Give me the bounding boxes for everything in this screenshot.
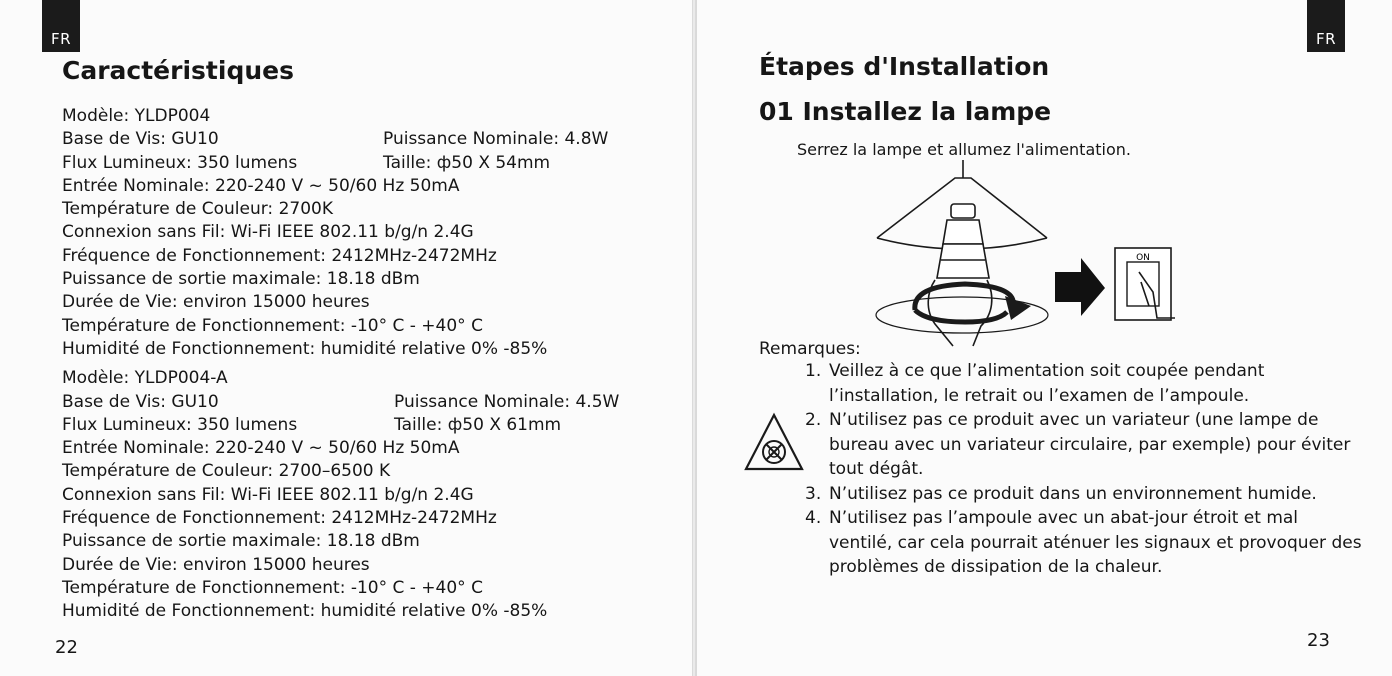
spec-line — [62, 291, 662, 314]
no-dimmer-warning-icon — [743, 412, 805, 474]
spec-line — [62, 484, 662, 507]
spec-text-secondary: Taille: ф50 X 54mm — [383, 152, 551, 173]
spec-line — [62, 315, 662, 338]
remark-item — [805, 506, 1365, 580]
page-title: Étapes d'Installation — [759, 52, 1050, 81]
spec-line — [62, 268, 662, 291]
remark-number: 4. — [805, 508, 822, 528]
lamp-installation-illustration — [857, 160, 1177, 350]
rotation-arrow-icon — [876, 284, 1048, 333]
page-title: Caractéristiques — [62, 56, 294, 85]
spec-text: Fréquence de Fonctionnement: 2412MHz-2472MHz — [62, 508, 497, 529]
spec-line — [62, 367, 662, 390]
spec-line — [62, 577, 662, 600]
specifications-list — [62, 105, 662, 624]
spec-text: Base de Vis: GU10 — [62, 391, 219, 412]
spec-text: Humidité de Fonctionnement: humidité relative 0% -85% — [62, 601, 548, 622]
wall-switch-drawing — [1115, 248, 1175, 320]
spec-line — [62, 460, 662, 483]
spec-text: Flux Lumineux: 350 lumens — [62, 414, 298, 435]
spec-text: Durée de Vie: environ 15000 heures — [62, 554, 370, 575]
spec-text-secondary: Puissance Nominale: 4.8W — [383, 129, 609, 150]
spec-line — [62, 437, 662, 460]
spec-text: Puissance de sortie maximale: 18.18 dBm — [62, 269, 420, 290]
remark-item — [805, 408, 1365, 482]
section-title: 01 Installez la lampe — [759, 97, 1052, 126]
remark-item — [805, 359, 1365, 408]
spec-text: Modèle: YLDP004 — [62, 106, 211, 126]
remark-number: 3. — [805, 483, 822, 504]
spec-line — [62, 221, 662, 244]
spec-text: Puissance de sortie maximale: 18.18 dBm — [62, 531, 420, 552]
spec-text: Humidité de Fonctionnement: humidité relative 0% -85% — [62, 338, 548, 359]
spec-line — [62, 554, 662, 577]
spec-line — [62, 198, 662, 221]
switch-label: ON — [1136, 253, 1150, 263]
spec-line — [62, 338, 662, 361]
spec-line — [62, 128, 662, 151]
remark-item — [805, 482, 1365, 507]
remark-text: N’utilisez pas ce produit dans un environnement humide. — [829, 483, 1317, 504]
spec-line — [62, 414, 662, 437]
spec-text: Température de Fonctionnement: -10° C - +40° C — [62, 315, 483, 336]
page-number: 23 — [1307, 630, 1330, 651]
spec-line — [62, 530, 662, 553]
remark-text: Veillez à ce que l’alimentation soit coupée pendant l’installation, le retrait ou l’examen de l’ampoule. — [829, 361, 1265, 406]
spec-text: Entrée Nominale: 220-240 V ~ 50/60 Hz 50mA — [62, 438, 460, 459]
spec-line — [62, 507, 662, 530]
remark-number: 1. — [805, 361, 822, 381]
spec-line — [62, 391, 662, 414]
next-step-arrow-icon — [1055, 258, 1105, 316]
spec-text: Flux Lumineux: 350 lumens — [62, 152, 298, 173]
remark-text: N’utilisez pas ce produit avec un variateur (une lampe de bureau avec un variateur circulaire, par exemple) pour éviter tout dégât. — [829, 410, 1351, 479]
install-instruction: Serrez la lampe et allumez l'alimentation. — [797, 140, 1131, 159]
spec-line — [62, 152, 662, 175]
remark-text: N’utilisez pas l’ampoule avec un abat-jour étroit et mal ventilé, car cela pourrait aténuer les signaux et provoquer des problèmes de dissipation de la chaleur. — [829, 508, 1362, 577]
spec-text: Connexion sans Fil: Wi-Fi IEEE 802.11 b/g/n 2.4G — [62, 484, 474, 505]
spec-line — [62, 175, 662, 198]
spec-text: Entrée Nominale: 220-240 V ~ 50/60 Hz 50mA — [62, 175, 460, 196]
page-number: 22 — [55, 637, 78, 658]
spec-text: Fréquence de Fonctionnement: 2412MHz-2472MHz — [62, 245, 497, 266]
spec-text-secondary: Puissance Nominale: 4.5W — [394, 391, 620, 412]
hand-drawing — [928, 280, 992, 346]
left-page — [0, 0, 693, 676]
spec-text-secondary: Taille: ф50 X 61mm — [394, 414, 562, 435]
spec-text: Durée de Vie: environ 15000 heures — [62, 292, 370, 313]
bulb-drawing — [937, 204, 989, 278]
spec-line — [62, 105, 662, 128]
spec-group — [62, 105, 662, 361]
remarks-label: Remarques: — [759, 339, 861, 359]
remark-number: 2. — [805, 410, 822, 430]
spec-text: Température de Fonctionnement: -10° C - +40° C — [62, 577, 483, 598]
spec-text: Base de Vis: GU10 — [62, 129, 219, 150]
spec-line — [62, 245, 662, 268]
spec-text: Température de Couleur: 2700–6500 K — [62, 461, 391, 482]
spec-text: Connexion sans Fil: Wi-Fi IEEE 802.11 b/g/n 2.4G — [62, 222, 474, 243]
spec-line — [62, 600, 662, 623]
spec-group — [62, 367, 662, 623]
spec-text: Température de Couleur: 2700K — [62, 199, 333, 220]
right-page — [696, 0, 1392, 676]
spec-text: Modèle: YLDP004-A — [62, 368, 228, 389]
language-tab: FR — [42, 0, 80, 52]
language-tab: FR — [1307, 0, 1345, 52]
remarks-list — [805, 359, 1365, 580]
